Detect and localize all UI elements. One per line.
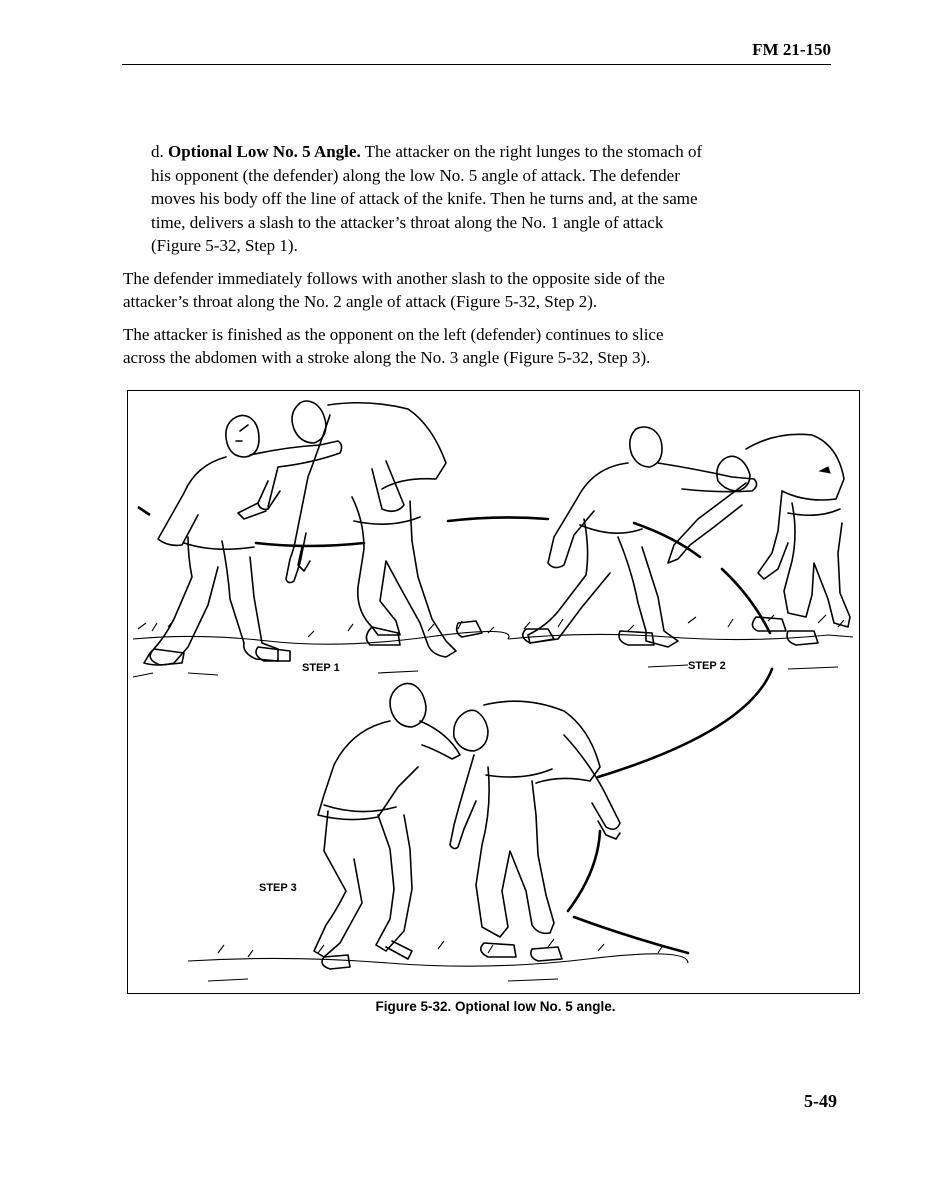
step2-ground <box>508 615 853 669</box>
figure-caption <box>0 999 927 1014</box>
step-3-label: STEP 3 <box>259 882 297 894</box>
paragraph-d-text: The attacker on the right lunges to the stomach of his opponent (the defender) along the low No. 5 angle of attack. The defender moves his body off the line of attack of the knife. Then he turns and, at the same time, delivers a slash to the attacker’s throat along the No. 1 angle of attack (Figure 5-32, Step 1). <box>151 142 703 255</box>
step3-ground <box>188 939 688 981</box>
step1-slash-mid <box>256 543 364 546</box>
step1-attacker-figure <box>286 401 482 657</box>
paragraph-step-3: The attacker is finished as the opponent on the left (defender) continues to slice across the abdomen with a stroke along the No. 3 angle (Figure 5-32, Step 3). <box>123 324 664 367</box>
paragraph-label: d. <box>151 142 164 161</box>
page-number: 5-49 <box>804 1091 837 1111</box>
connecting-arc <box>598 669 772 777</box>
body-text <box>123 140 705 379</box>
step1-slash-right <box>448 517 548 521</box>
manual-code: FM 21-150 <box>752 40 831 59</box>
paragraph-d <box>123 140 705 258</box>
paragraph-heading: Optional Low No. 5 Angle. <box>168 142 361 161</box>
figure-illustration <box>128 391 859 993</box>
figure-caption-text: Figure 5-32. Optional low No. 5 angle. <box>375 999 616 1014</box>
step3-slash-upper <box>568 831 600 911</box>
header-rule <box>122 64 831 65</box>
step3-defender-figure <box>314 683 460 969</box>
step-1-label: STEP 1 <box>302 662 340 674</box>
step1-slash-left <box>138 507 150 515</box>
step3-slash <box>574 917 688 953</box>
step2-defender-figure <box>523 427 757 647</box>
step3-attacker-figure <box>450 701 620 961</box>
paragraph-step-2: The defender immediately follows with another slash to the opposite side of the attacker’s throat along the No. 2 angle of attack (Figure 5-32, Step 2). <box>123 268 665 311</box>
step-2-label: STEP 2 <box>688 660 726 672</box>
figure-frame <box>127 390 860 994</box>
step1-defender-figure <box>144 415 342 665</box>
